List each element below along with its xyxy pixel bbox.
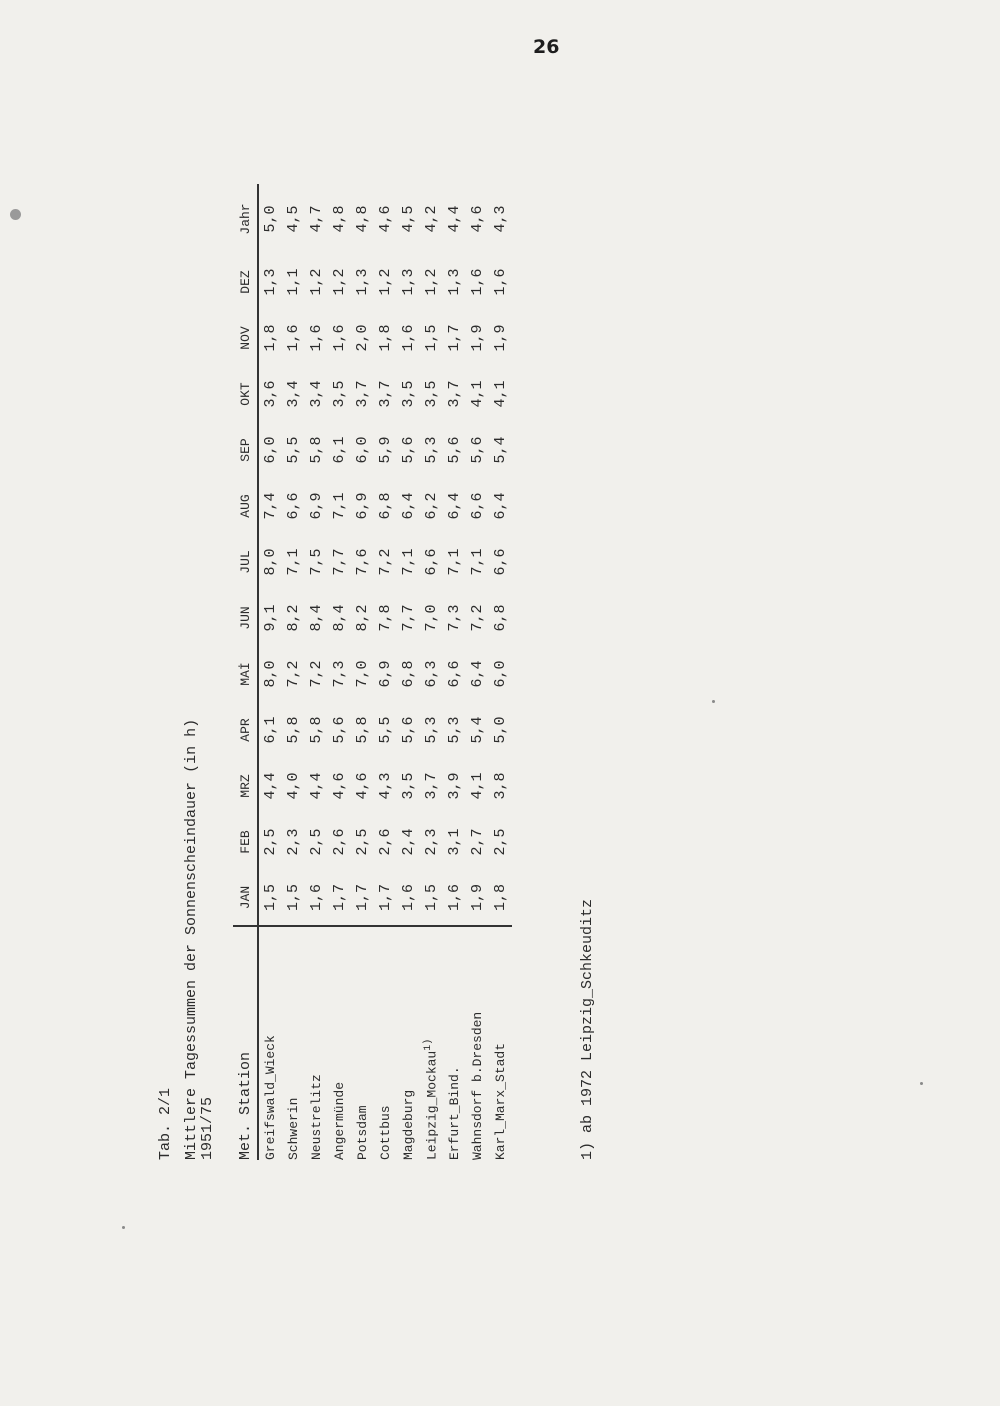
station-name: Greifswald_Wieck bbox=[263, 1035, 278, 1160]
month-value-cell: 3,7 bbox=[423, 772, 440, 800]
month-value-cell: 6,6 bbox=[285, 492, 302, 520]
table-label: Tab. 2/1 bbox=[157, 1087, 174, 1160]
month-value-cell: 3,6 bbox=[262, 380, 279, 408]
column-header-station: Met. Station bbox=[233, 926, 258, 1160]
month-value-cell: 3,4 bbox=[285, 380, 302, 408]
station-cell bbox=[258, 926, 282, 1160]
station-name: Cottbus bbox=[378, 1105, 393, 1160]
station-name: Leipzig_Mockau bbox=[424, 1050, 440, 1160]
table-title: Mittlere Tagessummen der Sonnenscheindauer (in h) bbox=[183, 718, 200, 1160]
station-cell bbox=[489, 926, 512, 1160]
table-row bbox=[305, 184, 328, 1160]
month-value-cell: 3,7 bbox=[446, 380, 463, 408]
month-value-cell: 5,3 bbox=[423, 436, 440, 464]
column-header-year: Jahr bbox=[233, 184, 258, 254]
station-cell bbox=[466, 926, 489, 1160]
month-value-cell: 8,4 bbox=[331, 604, 348, 632]
table-row bbox=[374, 184, 397, 1160]
month-value-cell: 4,1 bbox=[492, 380, 509, 408]
month-value-cell: 5,6 bbox=[469, 436, 486, 464]
month-value-cell: 2,5 bbox=[492, 828, 509, 856]
month-value-cell: 5,6 bbox=[331, 716, 348, 744]
month-value-cell: 5,8 bbox=[308, 436, 325, 464]
month-value-cell: 7,2 bbox=[469, 604, 486, 632]
month-value-cell: 4,4 bbox=[308, 772, 325, 800]
month-value-cell: 1,9 bbox=[469, 324, 486, 352]
station-name: Potsdam bbox=[355, 1105, 370, 1160]
month-value-cell: 3,8 bbox=[492, 772, 509, 800]
month-value-cell: 7,1 bbox=[331, 492, 348, 520]
month-value-cell: 2,7 bbox=[469, 828, 486, 856]
station-cell bbox=[443, 926, 466, 1160]
month-value-cell: 6,4 bbox=[400, 492, 417, 520]
month-value-cell: 2,5 bbox=[308, 828, 325, 856]
month-value-cell: 1,5 bbox=[423, 324, 440, 352]
month-value-cell: 6,0 bbox=[262, 436, 279, 464]
table-row bbox=[282, 184, 305, 1160]
station-cell bbox=[351, 926, 374, 1160]
month-value-cell: 7,0 bbox=[423, 604, 440, 632]
table-row bbox=[420, 184, 443, 1160]
month-value-cell: 8,4 bbox=[308, 604, 325, 632]
column-header: MRZ bbox=[233, 758, 258, 814]
month-value-cell: 4,1 bbox=[469, 380, 486, 408]
month-value-cell: 1,5 bbox=[423, 884, 440, 912]
month-value-cell: 1,7 bbox=[331, 884, 348, 912]
month-value-cell: 3,4 bbox=[308, 380, 325, 408]
footnote-mark: 1) bbox=[423, 1038, 435, 1051]
table-row bbox=[351, 184, 374, 1160]
month-value-cell: 2,5 bbox=[262, 828, 279, 856]
station-cell bbox=[397, 926, 420, 1160]
month-value-cell: 8,2 bbox=[354, 604, 371, 632]
annual-value-cell: 4,5 bbox=[400, 205, 417, 233]
paper-speck bbox=[920, 1082, 923, 1085]
month-value-cell: 3,7 bbox=[354, 380, 371, 408]
station-cell bbox=[328, 926, 351, 1160]
month-value-cell: 2,5 bbox=[354, 828, 371, 856]
month-value-cell: 1,3 bbox=[354, 268, 371, 296]
annual-value-cell: 4,8 bbox=[354, 205, 371, 233]
station-name: Erfurt_Bind. bbox=[447, 1066, 462, 1160]
month-value-cell: 6,0 bbox=[492, 660, 509, 688]
month-value-cell: 7,7 bbox=[400, 604, 417, 632]
column-header: APR bbox=[233, 702, 258, 758]
month-value-cell: 1,7 bbox=[354, 884, 371, 912]
month-value-cell: 6,6 bbox=[446, 660, 463, 688]
month-value-cell: 5,8 bbox=[354, 716, 371, 744]
column-header: MAİ bbox=[233, 646, 258, 702]
month-value-cell: 3,5 bbox=[400, 380, 417, 408]
month-value-cell: 3,5 bbox=[331, 380, 348, 408]
month-value-cell: 4,3 bbox=[377, 772, 394, 800]
month-value-cell: 5,6 bbox=[400, 716, 417, 744]
table-header-row bbox=[233, 184, 258, 1160]
month-value-cell: 5,9 bbox=[377, 436, 394, 464]
month-value-cell: 5,8 bbox=[308, 716, 325, 744]
month-value-cell: 1,2 bbox=[377, 268, 394, 296]
month-value-cell: 1,8 bbox=[377, 324, 394, 352]
month-value-cell: 6,8 bbox=[492, 604, 509, 632]
month-value-cell: 6,9 bbox=[377, 660, 394, 688]
annual-value-cell: 4,3 bbox=[492, 205, 509, 233]
page-number: 26 bbox=[533, 36, 560, 58]
month-value-cell: 8,2 bbox=[285, 604, 302, 632]
month-value-cell: 1,6 bbox=[492, 268, 509, 296]
station-cell bbox=[420, 926, 443, 1160]
month-value-cell: 5,8 bbox=[285, 716, 302, 744]
month-value-cell: 5,4 bbox=[492, 436, 509, 464]
month-value-cell: 8,0 bbox=[262, 660, 279, 688]
rotated-table-block bbox=[155, 180, 595, 1160]
month-value-cell: 1,2 bbox=[423, 268, 440, 296]
table-row bbox=[466, 184, 489, 1160]
month-value-cell: 6,8 bbox=[400, 660, 417, 688]
month-value-cell: 6,2 bbox=[423, 492, 440, 520]
month-value-cell: 3,1 bbox=[446, 828, 463, 856]
month-value-cell: 7,4 bbox=[262, 492, 279, 520]
month-value-cell: 3,7 bbox=[377, 380, 394, 408]
month-value-cell: 3,9 bbox=[446, 772, 463, 800]
table-row bbox=[489, 184, 512, 1160]
annual-value-cell: 5,0 bbox=[262, 205, 279, 233]
month-value-cell: 5,6 bbox=[400, 436, 417, 464]
month-value-cell: 6,6 bbox=[492, 548, 509, 576]
month-value-cell: 1,1 bbox=[285, 268, 302, 296]
table-period: 1951/75 bbox=[199, 1096, 216, 1160]
month-value-cell: 1,6 bbox=[400, 884, 417, 912]
table-row bbox=[328, 184, 351, 1160]
month-value-cell: 5,4 bbox=[469, 716, 486, 744]
column-header: JUN bbox=[233, 590, 258, 646]
month-value-cell: 1,6 bbox=[446, 884, 463, 912]
column-header: NOV bbox=[233, 310, 258, 366]
station-name: Schwerin bbox=[286, 1097, 301, 1160]
month-value-cell: 7,5 bbox=[308, 548, 325, 576]
table-row bbox=[258, 184, 282, 1160]
month-value-cell: 7,1 bbox=[469, 548, 486, 576]
month-value-cell: 7,7 bbox=[331, 548, 348, 576]
month-value-cell: 6,9 bbox=[308, 492, 325, 520]
month-value-cell: 9,1 bbox=[262, 604, 279, 632]
month-value-cell: 2,0 bbox=[354, 324, 371, 352]
month-value-cell: 1,8 bbox=[492, 884, 509, 912]
month-value-cell: 6,4 bbox=[492, 492, 509, 520]
month-value-cell: 4,1 bbox=[469, 772, 486, 800]
column-header: OKT bbox=[233, 366, 258, 422]
column-header: AUG bbox=[233, 478, 258, 534]
month-value-cell: 7,1 bbox=[285, 548, 302, 576]
month-value-cell: 1,5 bbox=[285, 884, 302, 912]
month-value-cell: 7,3 bbox=[331, 660, 348, 688]
annual-value-cell: 4,5 bbox=[285, 205, 302, 233]
annual-value-cell: 4,7 bbox=[308, 205, 325, 233]
month-value-cell: 7,6 bbox=[354, 548, 371, 576]
month-value-cell: 1,9 bbox=[469, 884, 486, 912]
month-value-cell: 6,3 bbox=[423, 660, 440, 688]
month-value-cell: 4,6 bbox=[354, 772, 371, 800]
month-value-cell: 5,3 bbox=[423, 716, 440, 744]
footnote: 1) ab 1972 Leipzig_Schkeuditz bbox=[579, 898, 596, 1160]
annual-value-cell: 4,6 bbox=[377, 205, 394, 233]
month-value-cell: 1,6 bbox=[308, 324, 325, 352]
punch-hole-mark bbox=[10, 209, 21, 220]
annual-value-cell: 4,2 bbox=[423, 205, 440, 233]
month-value-cell: 2,6 bbox=[377, 828, 394, 856]
month-value-cell: 1,6 bbox=[308, 884, 325, 912]
month-value-cell: 1,3 bbox=[262, 268, 279, 296]
month-value-cell: 1,7 bbox=[446, 324, 463, 352]
month-value-cell: 7,2 bbox=[377, 548, 394, 576]
month-value-cell: 1,6 bbox=[469, 268, 486, 296]
month-value-cell: 2,3 bbox=[285, 828, 302, 856]
month-value-cell: 6,1 bbox=[331, 436, 348, 464]
month-value-cell: 2,3 bbox=[423, 828, 440, 856]
month-value-cell: 1,6 bbox=[400, 324, 417, 352]
paper-speck bbox=[122, 1226, 125, 1229]
month-value-cell: 1,2 bbox=[308, 268, 325, 296]
month-value-cell: 6,8 bbox=[377, 492, 394, 520]
column-header: DEZ bbox=[233, 254, 258, 310]
month-value-cell: 6,4 bbox=[469, 660, 486, 688]
month-value-cell: 5,6 bbox=[446, 436, 463, 464]
month-value-cell: 6,9 bbox=[354, 492, 371, 520]
month-value-cell: 7,1 bbox=[446, 548, 463, 576]
column-header: JUL bbox=[233, 534, 258, 590]
month-value-cell: 6,1 bbox=[262, 716, 279, 744]
month-value-cell: 4,0 bbox=[285, 772, 302, 800]
month-value-cell: 7,2 bbox=[308, 660, 325, 688]
month-value-cell: 2,6 bbox=[331, 828, 348, 856]
table-row bbox=[397, 184, 420, 1160]
month-value-cell: 7,3 bbox=[446, 604, 463, 632]
station-cell bbox=[305, 926, 328, 1160]
month-value-cell: 1,3 bbox=[446, 268, 463, 296]
month-value-cell: 3,5 bbox=[400, 772, 417, 800]
month-value-cell: 4,6 bbox=[331, 772, 348, 800]
month-value-cell: 5,5 bbox=[377, 716, 394, 744]
month-value-cell: 7,0 bbox=[354, 660, 371, 688]
station-name: Angermünde bbox=[332, 1081, 347, 1160]
month-value-cell: 3,5 bbox=[423, 380, 440, 408]
month-value-cell: 1,8 bbox=[262, 324, 279, 352]
month-value-cell: 8,0 bbox=[262, 548, 279, 576]
sunshine-table bbox=[233, 184, 512, 1160]
annual-value-cell: 4,4 bbox=[446, 205, 463, 233]
month-value-cell: 2,4 bbox=[400, 828, 417, 856]
station-name: Wahnsdorf b.Dresden bbox=[470, 1011, 485, 1160]
month-value-cell: 1,3 bbox=[400, 268, 417, 296]
month-value-cell: 7,1 bbox=[400, 548, 417, 576]
month-value-cell: 1,6 bbox=[331, 324, 348, 352]
month-value-cell: 6,4 bbox=[446, 492, 463, 520]
station-cell bbox=[374, 926, 397, 1160]
annual-value-cell: 4,8 bbox=[331, 205, 348, 233]
month-value-cell: 5,0 bbox=[492, 716, 509, 744]
station-cell bbox=[282, 926, 305, 1160]
station-name: Magdeburg bbox=[401, 1089, 416, 1160]
paper-speck bbox=[712, 700, 715, 703]
column-header: SEP bbox=[233, 422, 258, 478]
month-value-cell: 7,2 bbox=[285, 660, 302, 688]
month-value-cell: 4,4 bbox=[262, 772, 279, 800]
month-value-cell: 5,3 bbox=[446, 716, 463, 744]
column-header: JAN bbox=[233, 870, 258, 926]
month-value-cell: 5,5 bbox=[285, 436, 302, 464]
month-value-cell: 1,9 bbox=[492, 324, 509, 352]
month-value-cell: 6,6 bbox=[469, 492, 486, 520]
station-name: Neustrelitz bbox=[309, 1074, 324, 1160]
month-value-cell: 1,7 bbox=[377, 884, 394, 912]
month-value-cell: 7,8 bbox=[377, 604, 394, 632]
annual-value-cell: 4,6 bbox=[469, 205, 486, 233]
station-name: Karl_Marx_Stadt bbox=[493, 1042, 508, 1160]
month-value-cell: 6,0 bbox=[354, 436, 371, 464]
table-row bbox=[443, 184, 466, 1160]
month-value-cell: 1,2 bbox=[331, 268, 348, 296]
month-value-cell: 6,6 bbox=[423, 548, 440, 576]
month-value-cell: 1,5 bbox=[262, 884, 279, 912]
table-body bbox=[258, 184, 512, 1160]
column-header: FEB bbox=[233, 814, 258, 870]
month-value-cell: 1,6 bbox=[285, 324, 302, 352]
